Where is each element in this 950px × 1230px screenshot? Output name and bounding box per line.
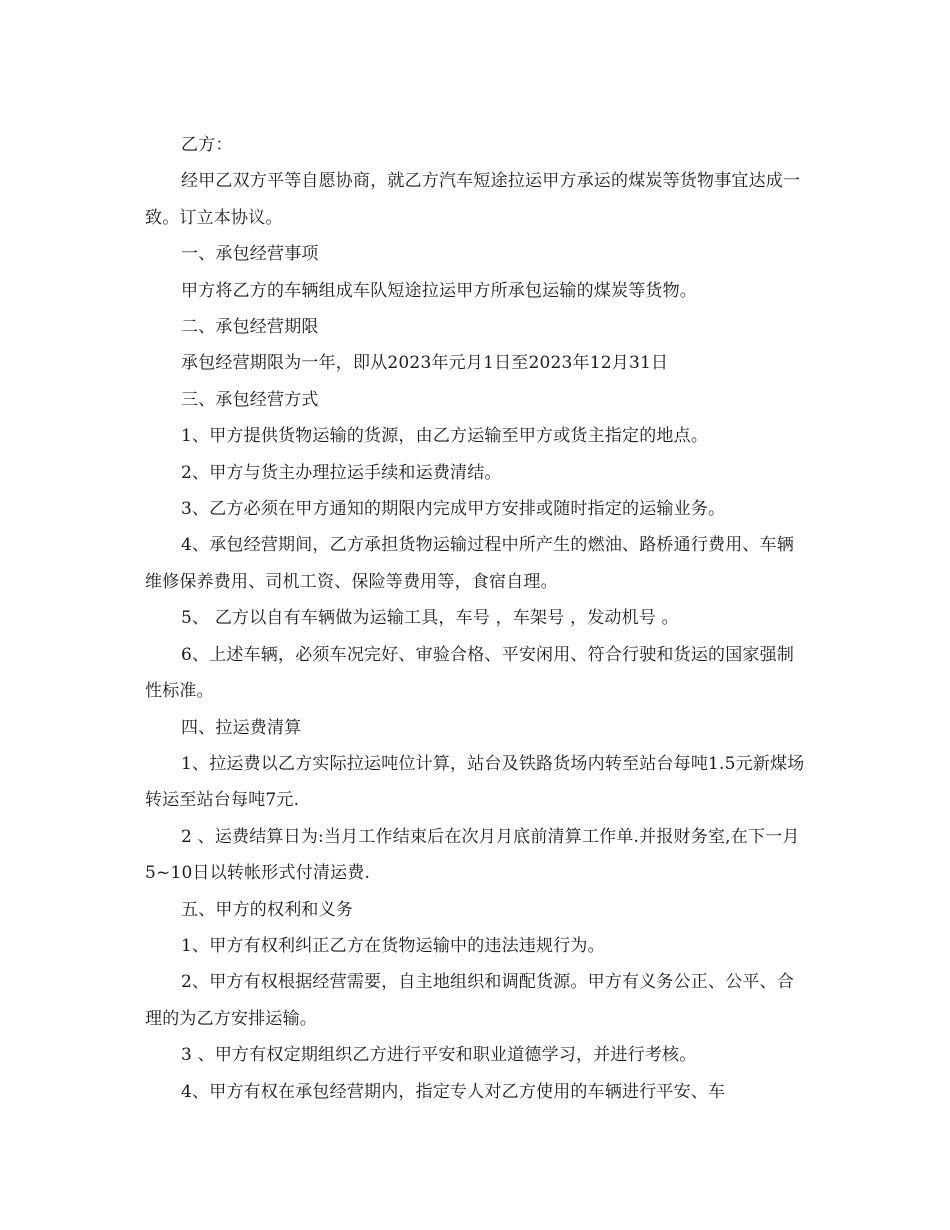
section-heading-4: 四、拉运费清算 (181, 717, 302, 738)
section-5-item-1: 1、甲方有权利纠正乙方在货物运输中的违法违规行为。 (181, 935, 605, 956)
section-heading-1: 一、承包经营事项 (181, 244, 319, 265)
section-3-item-3: 3、乙方必须在甲方通知的期限内完成甲方安排或随时指定的运输业务。 (181, 499, 726, 520)
section-3-item-4: 4、承包经营期间，乙方承担货物运输过程中所产生的燃油、路桥通行费用、车辆维修保养费用、司机工资、保险等费用等，食宿自理。 (145, 535, 795, 592)
section-4-item-2: 2 、运费结算日为:当月工作结束后在次月月底前清算工作单.并报财务室,在下一月5~10日以转帐形式付清运费. (145, 826, 800, 884)
section-3-item-2: 2、甲方与货主办理拉运手续和运费清结。 (181, 462, 502, 483)
section-heading-3: 三、承包经营方式 (181, 389, 319, 410)
section-3-item-5: 5、 乙方以自有车辆做为运输工具，车号 ，车架号 ，发动机号 。 (181, 608, 679, 629)
section-2-content: 承包经营期限为一年，即从2023年元月1日至2023年12月31日 (181, 353, 669, 374)
section-1-content: 甲方将乙方的车辆组成车队短途拉运甲方所承包运输的煤炭等货物。 (181, 280, 697, 301)
document-body (145, 127, 810, 1110)
party-b-label: 乙方： (181, 135, 233, 155)
intro-paragraph: 经甲乙双方平等自愿协商，就乙方汽车短途拉运甲方承运的煤炭等货物事宜达成一致。订立本协议。 (145, 171, 801, 228)
section-3-item-1: 1、甲方提供货物运输的货源，由乙方运输至甲方或货主指定的地点。 (181, 426, 709, 447)
section-5-item-2: 2、甲方有权根据经营需要，自主地组织和调配货源。甲方有义务公正、公平、合理的为乙方安排运输。 (145, 972, 795, 1029)
section-heading-5: 五、甲方的权利和义务 (181, 899, 353, 920)
section-5-item-3: 3 、甲方有权定期组织乙方进行平安和职业道德学习，并进行考核。 (181, 1045, 697, 1066)
section-5-item-4: 4、甲方有权在承包经营期内，指定专人对乙方使用的车辆进行平安、车 (181, 1081, 726, 1102)
section-4-item-1: 1、拉运费以乙方实际拉运吨位计算，站台及铁路货场内转至站台每吨1.5元新煤场转运至站台每吨7元. (145, 753, 805, 811)
section-3-item-6: 6、上述车辆，必须车况完好、审验合格、平安闲用、符合行驶和货运的国家强制性标准。 (145, 644, 795, 702)
section-heading-2: 二、承包经营期限 (181, 317, 319, 338)
